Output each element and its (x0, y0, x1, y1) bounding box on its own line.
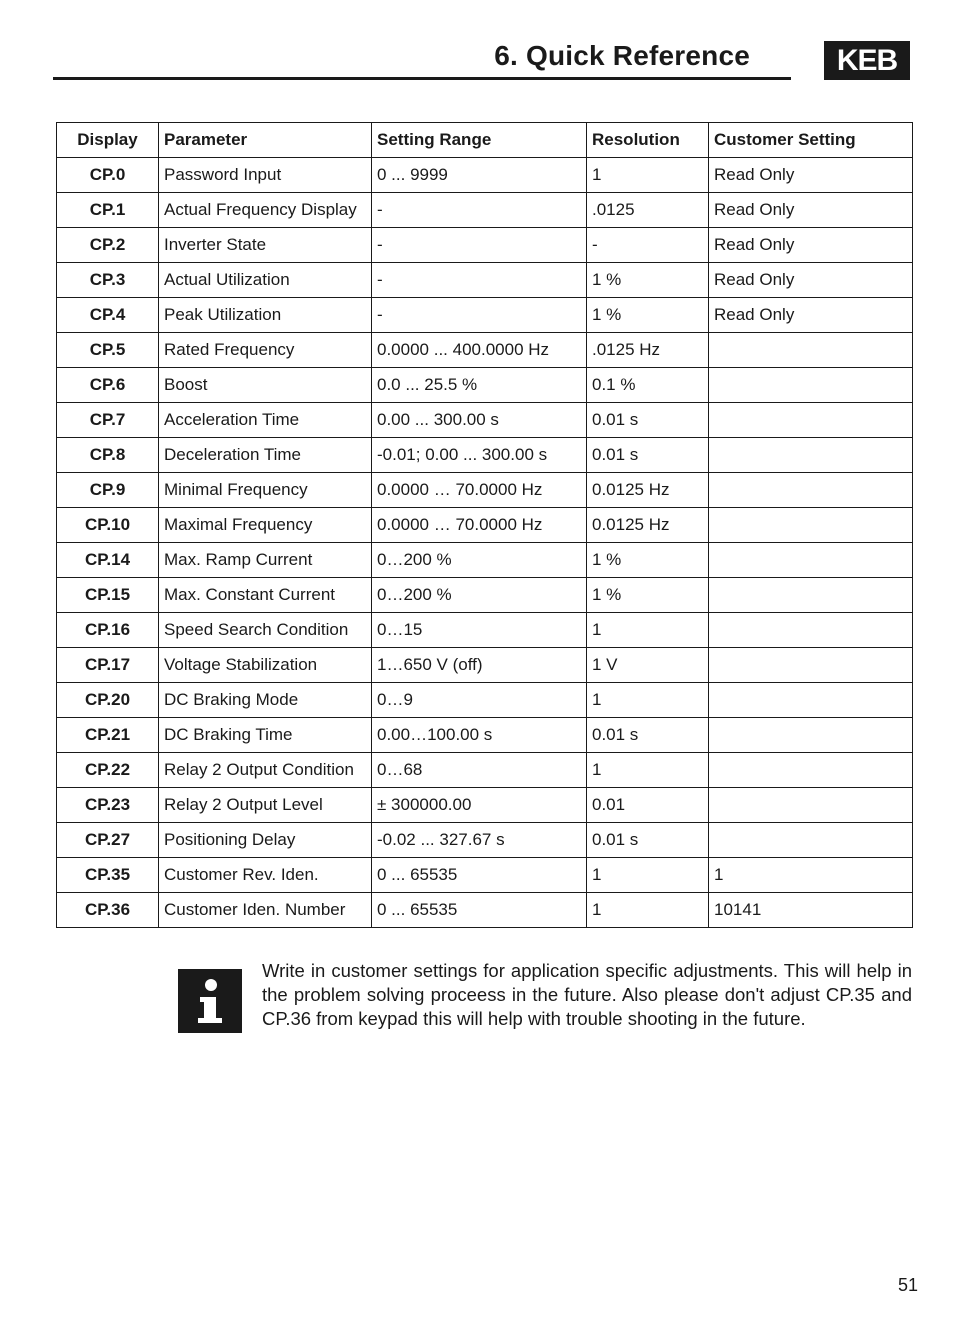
resolution-cell: .0125 Hz (587, 333, 709, 368)
customer-setting-cell (709, 508, 913, 543)
parameter-cell: Maximal Frequency (159, 508, 372, 543)
info-note-text: Write in customer settings for application specific adjustments. This will help in the problem solving proceess in the future. Also please don't adjust CP.35 and CP.36 from keypad this will help with trouble shooting in the future. (262, 960, 912, 1029)
resolution-cell: 1 (587, 158, 709, 193)
customer-setting-cell (709, 718, 913, 753)
display-cell: CP.22 (57, 753, 159, 788)
setting-range-cell: - (372, 193, 587, 228)
setting-range-cell: 0…9 (372, 683, 587, 718)
display-cell: CP.7 (57, 403, 159, 438)
display-cell: CP.23 (57, 788, 159, 823)
customer-setting-cell: Read Only (709, 228, 913, 263)
resolution-cell: 1 (587, 858, 709, 893)
resolution-cell: 1 V (587, 648, 709, 683)
parameter-cell: Customer Iden. Number (159, 893, 372, 928)
column-header-customer-setting: Customer Setting (709, 123, 913, 158)
resolution-cell: 0.1 % (587, 368, 709, 403)
display-cell: CP.14 (57, 543, 159, 578)
customer-setting-cell: Read Only (709, 193, 913, 228)
resolution-cell: 0.01 s (587, 438, 709, 473)
table-row (57, 333, 913, 368)
info-icon (178, 969, 242, 1033)
resolution-cell: 0.01 s (587, 718, 709, 753)
display-cell: CP.3 (57, 263, 159, 298)
resolution-cell: 1 % (587, 543, 709, 578)
table-row (57, 893, 913, 928)
setting-range-cell: - (372, 263, 587, 298)
customer-setting-cell (709, 438, 913, 473)
parameter-cell: Relay 2 Output Level (159, 788, 372, 823)
customer-setting-cell (709, 543, 913, 578)
display-cell: CP.0 (57, 158, 159, 193)
setting-range-cell: 0…68 (372, 753, 587, 788)
resolution-cell: - (587, 228, 709, 263)
table-row (57, 578, 913, 613)
customer-setting-cell: 10141 (709, 893, 913, 928)
parameter-cell: Max. Ramp Current (159, 543, 372, 578)
customer-setting-cell (709, 368, 913, 403)
resolution-cell: 1 % (587, 263, 709, 298)
table-header-row (57, 123, 913, 158)
table-row (57, 263, 913, 298)
parameter-cell: Max. Constant Current (159, 578, 372, 613)
setting-range-cell: 0.00…100.00 s (372, 718, 587, 753)
display-cell: CP.17 (57, 648, 159, 683)
display-cell: CP.1 (57, 193, 159, 228)
display-cell: CP.20 (57, 683, 159, 718)
setting-range-cell: 0.0000 … 70.0000 Hz (372, 473, 587, 508)
column-header-display: Display (57, 123, 159, 158)
parameter-cell: Deceleration Time (159, 438, 372, 473)
resolution-cell: 0.01 s (587, 823, 709, 858)
customer-setting-cell (709, 753, 913, 788)
setting-range-cell: - (372, 298, 587, 333)
column-header-parameter: Parameter (159, 123, 372, 158)
customer-setting-cell: 1 (709, 858, 913, 893)
table-row (57, 193, 913, 228)
parameter-cell: Actual Utilization (159, 263, 372, 298)
customer-setting-cell (709, 683, 913, 718)
resolution-cell: 1 (587, 893, 709, 928)
logo-text: KEB (836, 43, 898, 77)
parameter-cell: Positioning Delay (159, 823, 372, 858)
column-header-setting-range: Setting Range (372, 123, 587, 158)
display-cell: CP.15 (57, 578, 159, 613)
table-row (57, 368, 913, 403)
keb-logo (824, 41, 910, 80)
parameter-cell: DC Braking Time (159, 718, 372, 753)
display-cell: CP.21 (57, 718, 159, 753)
display-cell: CP.10 (57, 508, 159, 543)
setting-range-cell: - (372, 228, 587, 263)
customer-setting-cell (709, 333, 913, 368)
customer-setting-cell (709, 648, 913, 683)
resolution-cell: 1 % (587, 578, 709, 613)
parameter-cell: Minimal Frequency (159, 473, 372, 508)
setting-range-cell: 0.00 ... 300.00 s (372, 403, 587, 438)
table-row (57, 403, 913, 438)
display-cell: CP.27 (57, 823, 159, 858)
table-row (57, 158, 913, 193)
setting-range-cell: -0.02 ... 327.67 s (372, 823, 587, 858)
table-row (57, 858, 913, 893)
display-cell: CP.35 (57, 858, 159, 893)
resolution-cell: 1 (587, 683, 709, 718)
header-rule (53, 77, 791, 80)
customer-setting-cell: Read Only (709, 298, 913, 333)
parameter-cell: Inverter State (159, 228, 372, 263)
setting-range-cell: 0…200 % (372, 578, 587, 613)
column-header-resolution: Resolution (587, 123, 709, 158)
setting-range-cell: ± 300000.00 (372, 788, 587, 823)
setting-range-cell: 0…200 % (372, 543, 587, 578)
setting-range-cell: 0 ... 65535 (372, 858, 587, 893)
table-row (57, 613, 913, 648)
parameter-cell: Relay 2 Output Condition (159, 753, 372, 788)
page-title: 6. Quick Reference (494, 40, 750, 71)
parameter-cell: Rated Frequency (159, 333, 372, 368)
setting-range-cell: 0 ... 9999 (372, 158, 587, 193)
table-row (57, 473, 913, 508)
table-row (57, 753, 913, 788)
table-row (57, 228, 913, 263)
display-cell: CP.36 (57, 893, 159, 928)
parameter-cell: DC Braking Mode (159, 683, 372, 718)
display-cell: CP.8 (57, 438, 159, 473)
parameter-cell: Acceleration Time (159, 403, 372, 438)
customer-setting-cell (709, 823, 913, 858)
setting-range-cell: 0 ... 65535 (372, 893, 587, 928)
table-row (57, 298, 913, 333)
table-row (57, 508, 913, 543)
parameter-cell: Actual Frequency Display (159, 193, 372, 228)
setting-range-cell: 0…15 (372, 613, 587, 648)
parameter-cell: Boost (159, 368, 372, 403)
table-row (57, 683, 913, 718)
table-row (57, 718, 913, 753)
resolution-cell: 0.01 s (587, 403, 709, 438)
resolution-cell: 1 % (587, 298, 709, 333)
customer-setting-cell (709, 788, 913, 823)
setting-range-cell: 0.0 ... 25.5 % (372, 368, 587, 403)
display-cell: CP.6 (57, 368, 159, 403)
table-row (57, 823, 913, 858)
table-row (57, 788, 913, 823)
parameter-cell: Customer Rev. Iden. (159, 858, 372, 893)
customer-setting-cell (709, 613, 913, 648)
table-row (57, 648, 913, 683)
setting-range-cell: 0.0000 ... 400.0000 Hz (372, 333, 587, 368)
display-cell: CP.4 (57, 298, 159, 333)
parameter-cell: Speed Search Condition (159, 613, 372, 648)
resolution-cell: 0.0125 Hz (587, 473, 709, 508)
table-body (57, 158, 913, 928)
table-row (57, 438, 913, 473)
setting-range-cell: 1…650 V (off) (372, 648, 587, 683)
display-cell: CP.16 (57, 613, 159, 648)
table-row (57, 543, 913, 578)
setting-range-cell: -0.01; 0.00 ... 300.00 s (372, 438, 587, 473)
display-cell: CP.2 (57, 228, 159, 263)
page-number: 51 (897, 1275, 918, 1295)
resolution-cell: 1 (587, 753, 709, 788)
display-cell: CP.9 (57, 473, 159, 508)
display-cell: CP.5 (57, 333, 159, 368)
resolution-cell: 1 (587, 613, 709, 648)
quick-reference-table (56, 122, 913, 928)
resolution-cell: 0.0125 Hz (587, 508, 709, 543)
customer-setting-cell: Read Only (709, 263, 913, 298)
parameter-cell: Voltage Stabilization (159, 648, 372, 683)
customer-setting-cell (709, 473, 913, 508)
parameter-cell: Peak Utilization (159, 298, 372, 333)
setting-range-cell: 0.0000 … 70.0000 Hz (372, 508, 587, 543)
customer-setting-cell: Read Only (709, 158, 913, 193)
customer-setting-cell (709, 578, 913, 613)
customer-setting-cell (709, 403, 913, 438)
resolution-cell: .0125 (587, 193, 709, 228)
resolution-cell: 0.01 (587, 788, 709, 823)
parameter-cell: Password Input (159, 158, 372, 193)
